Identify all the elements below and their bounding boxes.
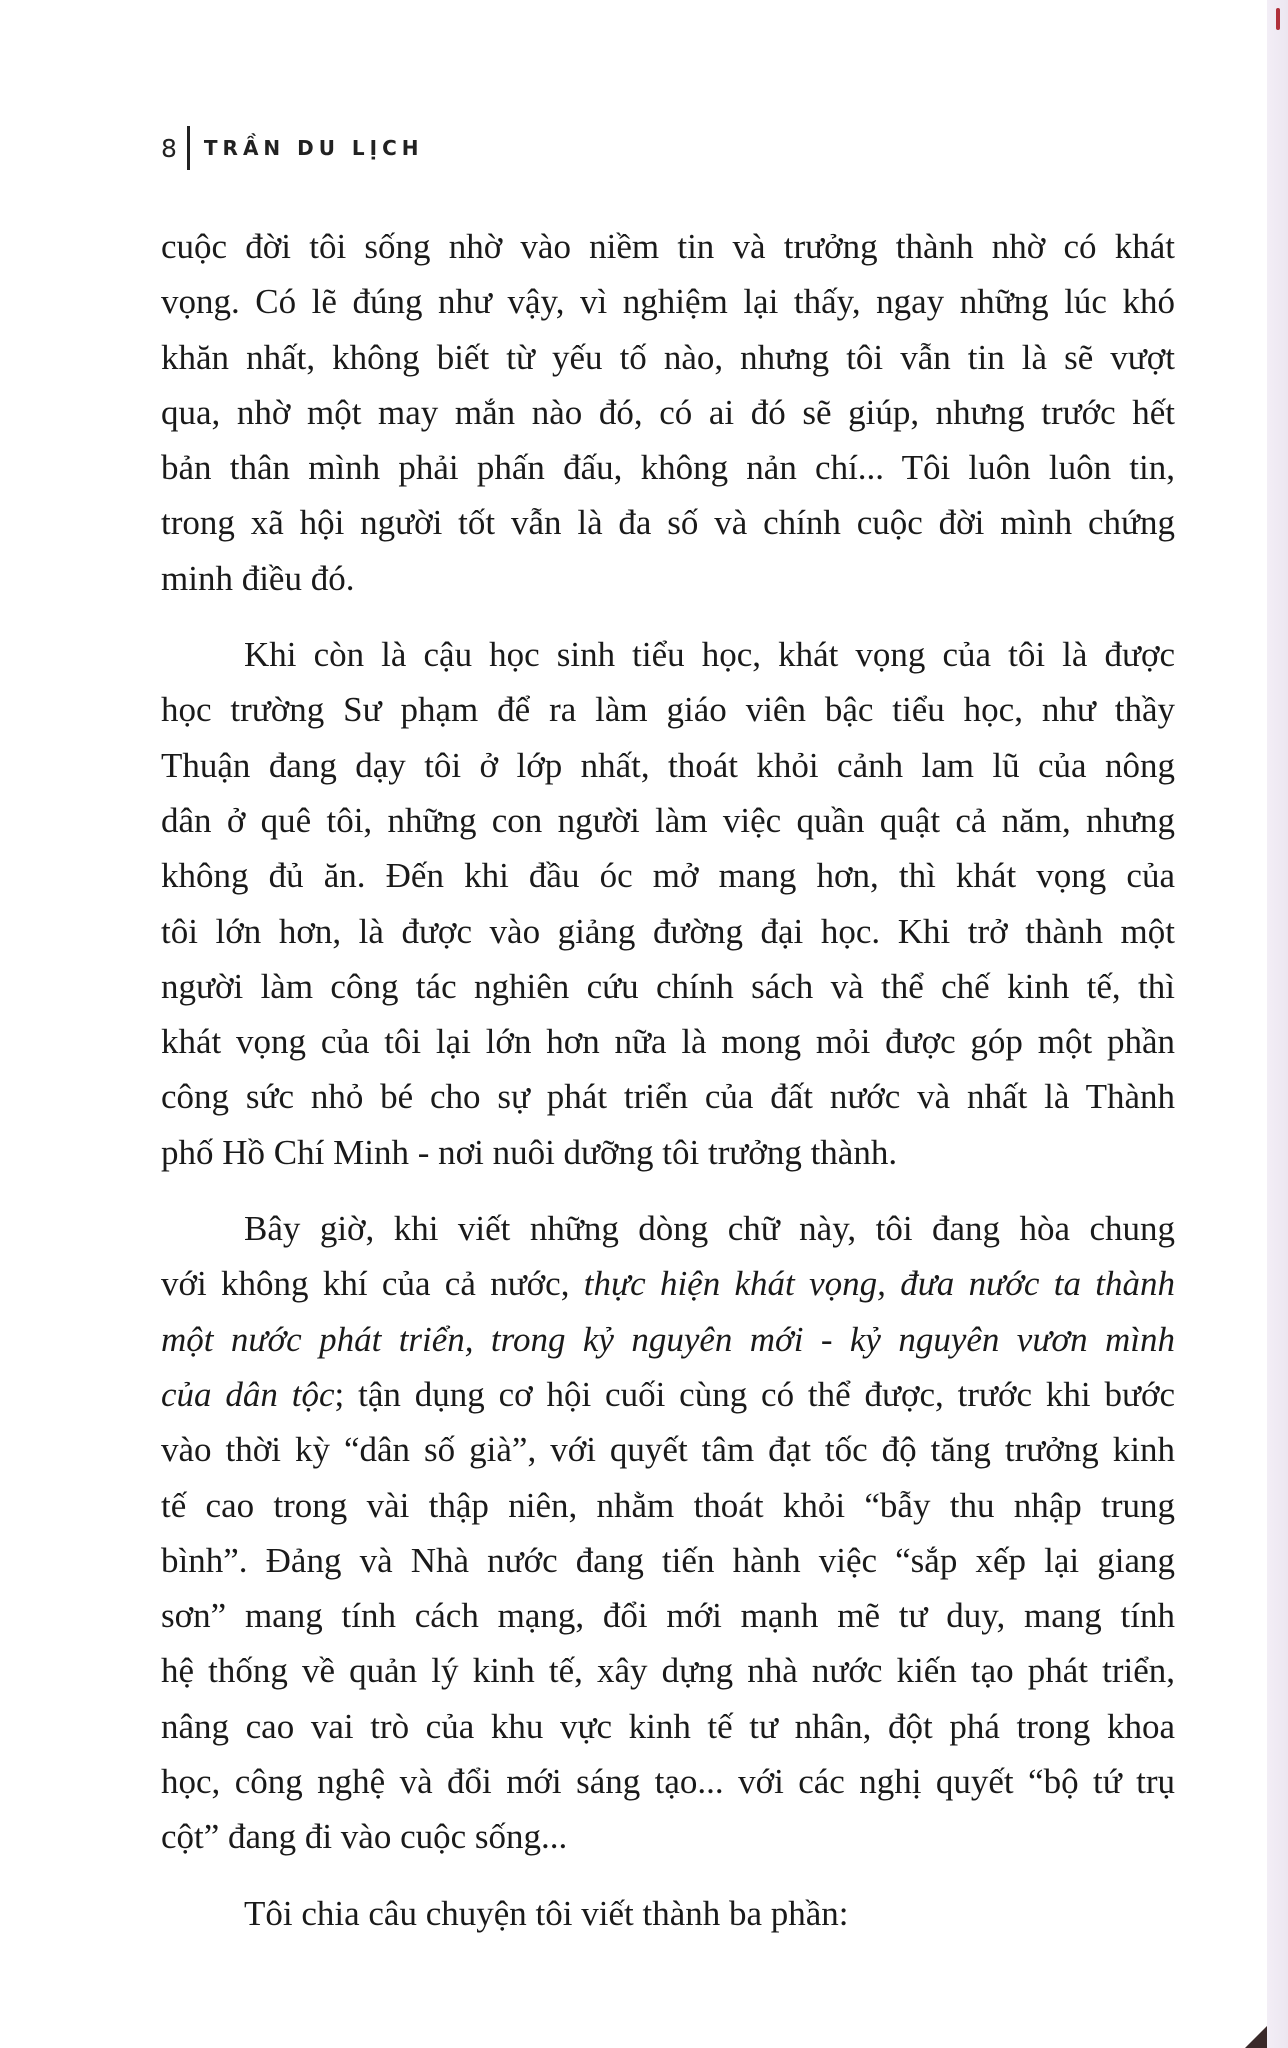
text-line bbox=[161, 1201, 1175, 1256]
text-segment: hệ thống về quản lý kinh tế, xây dựng nhà nước kiến tạo phát triển, bbox=[161, 1651, 1175, 1691]
text-segment: dân ở quê tôi, những con người làm việc quần quật cả năm, nhưng bbox=[161, 800, 1175, 840]
text-line bbox=[161, 330, 1175, 385]
text-line bbox=[161, 1014, 1175, 1069]
text-line bbox=[161, 1886, 1175, 1941]
text-segment: trong xã hội người tốt vẫn là đa số và chính cuộc đời mình chứng bbox=[161, 503, 1175, 543]
text-segment: Bây giờ, khi viết những dòng chữ này, tôi đang hòa chung bbox=[244, 1209, 1175, 1249]
text-segment: người làm công tác nghiên cứu chính sách và thể chế kinh tế, thì bbox=[161, 966, 1175, 1006]
text-segment: bình”. Đảng và Nhà nước đang tiến hành việc “sắp xếp lại giang bbox=[161, 1540, 1175, 1580]
text-segment: tế cao trong vài thập niên, nhằm thoát khỏi “bẫy thu nhập trung bbox=[161, 1485, 1175, 1525]
text-line bbox=[161, 385, 1175, 440]
text-line bbox=[161, 1754, 1175, 1809]
text-segment: học, công nghệ và đổi mới sáng tạo... với các nghị quyết “bộ tứ trụ bbox=[161, 1762, 1175, 1802]
page-edge bbox=[1267, 0, 1288, 2048]
text-segment: Tôi chia câu chuyện tôi viết thành ba phần: bbox=[244, 1893, 849, 1933]
text-segment: với không khí của cả nước, bbox=[161, 1264, 584, 1304]
text-line bbox=[161, 793, 1175, 848]
text-line bbox=[161, 1809, 1175, 1864]
italic-text: một nước phát triển, trong kỷ nguyên mới - kỷ nguyên vươn mình bbox=[161, 1319, 1175, 1359]
text-line bbox=[161, 1422, 1175, 1477]
text-segment: cuộc đời tôi sống nhờ vào niềm tin và trưởng thành nhờ có khát bbox=[161, 227, 1175, 266]
text-segment: khăn nhất, không biết từ yếu tố nào, nhưng tôi vẫn tin là sẽ vượt bbox=[161, 337, 1175, 377]
text-line bbox=[161, 627, 1175, 682]
text-segment: phố Hồ Chí Minh - nơi nuôi dưỡng tôi trưởng thành. bbox=[161, 1132, 898, 1172]
running-title: TRẦN DU LỊCH bbox=[203, 136, 424, 160]
text-line bbox=[161, 904, 1175, 959]
text-segment: vào thời kỳ “dân số già”, với quyết tâm đạt tốc độ tăng trưởng kinh bbox=[161, 1430, 1175, 1470]
bookmark-mark bbox=[1276, 8, 1280, 30]
paragraph bbox=[161, 1886, 1175, 1941]
text-line bbox=[161, 738, 1175, 793]
text-line bbox=[161, 959, 1175, 1014]
body-text bbox=[161, 219, 1175, 1962]
text-segment: học trường Sư phạm để ra làm giáo viên bậc tiểu học, như thầy bbox=[161, 690, 1175, 730]
text-segment: nâng cao vai trò của khu vực kinh tế tư nhân, đột phá trong khoa bbox=[161, 1706, 1175, 1746]
text-line bbox=[161, 848, 1175, 903]
text-line bbox=[161, 551, 1175, 606]
text-line bbox=[161, 682, 1175, 737]
text-segment: cột” đang đi vào cuộc sống... bbox=[161, 1817, 568, 1857]
text-line bbox=[161, 274, 1175, 329]
text-line bbox=[161, 219, 1175, 274]
italic-text: thực hiện khát vọng, đưa nước ta thành bbox=[583, 1264, 1176, 1304]
text-line bbox=[161, 1069, 1175, 1124]
paragraph bbox=[161, 1201, 1175, 1865]
text-segment: ; tận dụng cơ hội cuối cùng có thể được, trước khi bước bbox=[334, 1374, 1176, 1414]
page-number: 8 bbox=[161, 133, 177, 163]
text-segment: minh điều đó. bbox=[161, 558, 355, 598]
text-segment: công sức nhỏ bé cho sự phát triển của đất nước và nhất là Thành bbox=[161, 1077, 1175, 1117]
text-line bbox=[161, 1367, 1175, 1422]
paragraph bbox=[161, 627, 1175, 1180]
text-segment: Thuận đang dạy tôi ở lớp nhất, thoát khỏi cảnh lam lũ của nông bbox=[161, 745, 1175, 785]
text-segment: không đủ ăn. Đến khi đầu óc mở mang hơn, thì khát vọng của bbox=[161, 856, 1175, 896]
text-line bbox=[161, 1588, 1175, 1643]
text-line bbox=[161, 1643, 1175, 1698]
header-divider bbox=[187, 126, 190, 170]
page-corner bbox=[1245, 2026, 1267, 2048]
paragraph bbox=[161, 219, 1175, 606]
text-segment: Khi còn là cậu học sinh tiểu học, khát vọng của tôi là được bbox=[244, 635, 1175, 675]
text-line bbox=[161, 1125, 1175, 1180]
text-segment: qua, nhờ một may mắn nào đó, có ai đó sẽ giúp, nhưng trước hết bbox=[161, 392, 1175, 432]
text-line bbox=[161, 1312, 1175, 1367]
text-segment: tôi lớn hơn, là được vào giảng đường đại học. Khi trở thành một bbox=[161, 911, 1175, 951]
text-line bbox=[161, 1478, 1175, 1533]
text-line bbox=[161, 1256, 1175, 1311]
text-segment: sơn” mang tính cách mạng, đổi mới mạnh mẽ tư duy, mang tính bbox=[161, 1596, 1175, 1636]
text-line bbox=[161, 495, 1175, 550]
text-line bbox=[161, 1533, 1175, 1588]
text-line bbox=[161, 440, 1175, 495]
text-segment: vọng. Có lẽ đúng như vậy, vì nghiệm lại thấy, ngay những lúc khó bbox=[161, 282, 1175, 322]
italic-text: của dân tộc bbox=[161, 1374, 335, 1414]
text-line bbox=[161, 1699, 1175, 1754]
text-segment: bản thân mình phải phấn đấu, không nản chí... Tôi luôn luôn tin, bbox=[161, 448, 1175, 488]
running-header bbox=[161, 126, 424, 170]
text-segment: khát vọng của tôi lại lớn hơn nữa là mong mỏi được góp một phần bbox=[161, 1022, 1175, 1062]
